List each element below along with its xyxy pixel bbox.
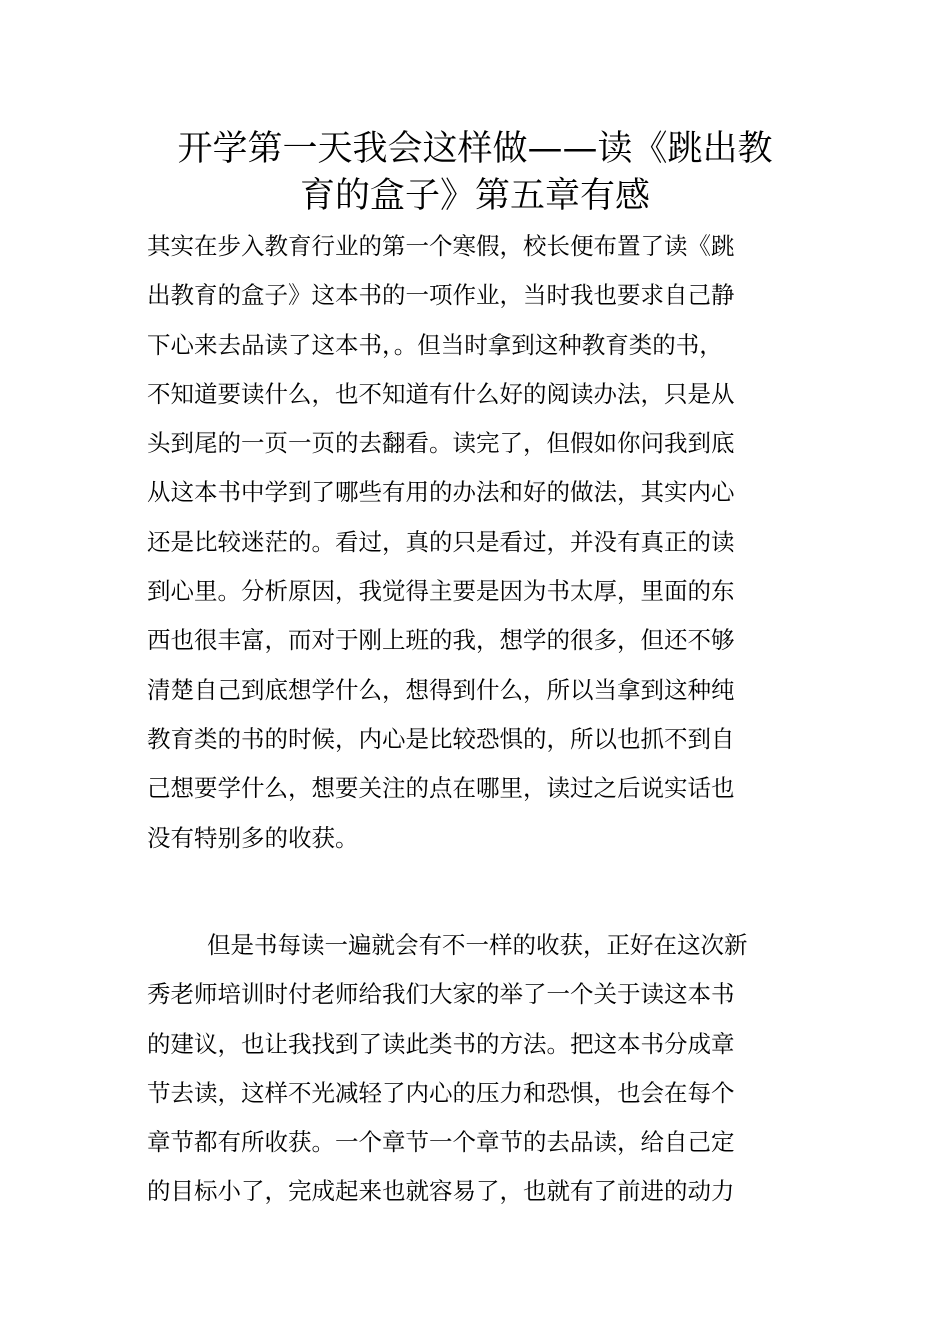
paragraph-1-line: 头到尾的一页一页的去翻看。读完了，但假如你问我到底: [147, 429, 735, 458]
paragraph-1-line: 没有特别多的收获。: [147, 823, 359, 852]
paragraph-1-line: 己想要学什么，想要关注的点在哪里，读过之后说实话也: [147, 774, 735, 803]
paragraph-2-line: 的目标小了，完成起来也就容易了，也就有了前进的动力: [147, 1177, 735, 1206]
paragraph-2-line: 章节都有所收获。一个章节一个章节的去品读，给自己定: [147, 1128, 735, 1157]
paragraph-2-line: 但是书每读一遍就会有不一样的收获，正好在这次新: [207, 931, 748, 959]
paragraph-1-line: 其实在步入教育行业的第一个寒假，校长便布置了读《跳: [147, 232, 735, 260]
paragraph-1-line: 从这本书中学到了哪些有用的办法和好的做法，其实内心: [147, 478, 735, 507]
paragraph-1-line: 教育类的书的时候，内心是比较恐惧的，所以也抓不到自: [147, 724, 735, 753]
paragraph-1-line: 不知道要读什么，也不知道有什么好的阅读办法，只是从: [147, 379, 735, 408]
paragraph-1-line: 西也很丰富，而对于刚上班的我，想学的很多，但还不够: [147, 626, 735, 655]
paragraph-1-line: 出教育的盒子》这本书的一项作业，当时我也要求自己静: [147, 281, 735, 310]
paragraph-1: [147, 222, 807, 863]
paragraph-2: [147, 921, 807, 1217]
paragraph-1-line: 清楚自己到底想学什么，想得到什么，所以当拿到这种纯: [147, 675, 735, 704]
paragraph-2-line: 秀老师培训时付老师给我们大家的举了一个关于读这本书: [147, 980, 735, 1009]
paragraph-1-line: 到心里。分析原因，我觉得主要是因为书太厚，里面的东: [147, 577, 735, 606]
paragraph-2-line: 节去读，这样不光减轻了内心的压力和恐惧，也会在每个: [147, 1078, 735, 1107]
document-title: [140, 126, 810, 220]
paragraph-1-line: 下心来去品读了这本书，。但当时拿到这种教育类的书，: [147, 330, 723, 359]
paragraph-2-line: 的建议，也让我找到了读此类书的方法。把这本书分成章: [147, 1029, 735, 1058]
title-line-2: 育的盒子》第五章有感: [299, 176, 650, 216]
paragraph-1-line: 还是比较迷茫的。看过，真的只是看过，并没有真正的读: [147, 527, 735, 556]
title-line-1: 开学第一天我会这样做——读《跳出教: [177, 129, 773, 169]
